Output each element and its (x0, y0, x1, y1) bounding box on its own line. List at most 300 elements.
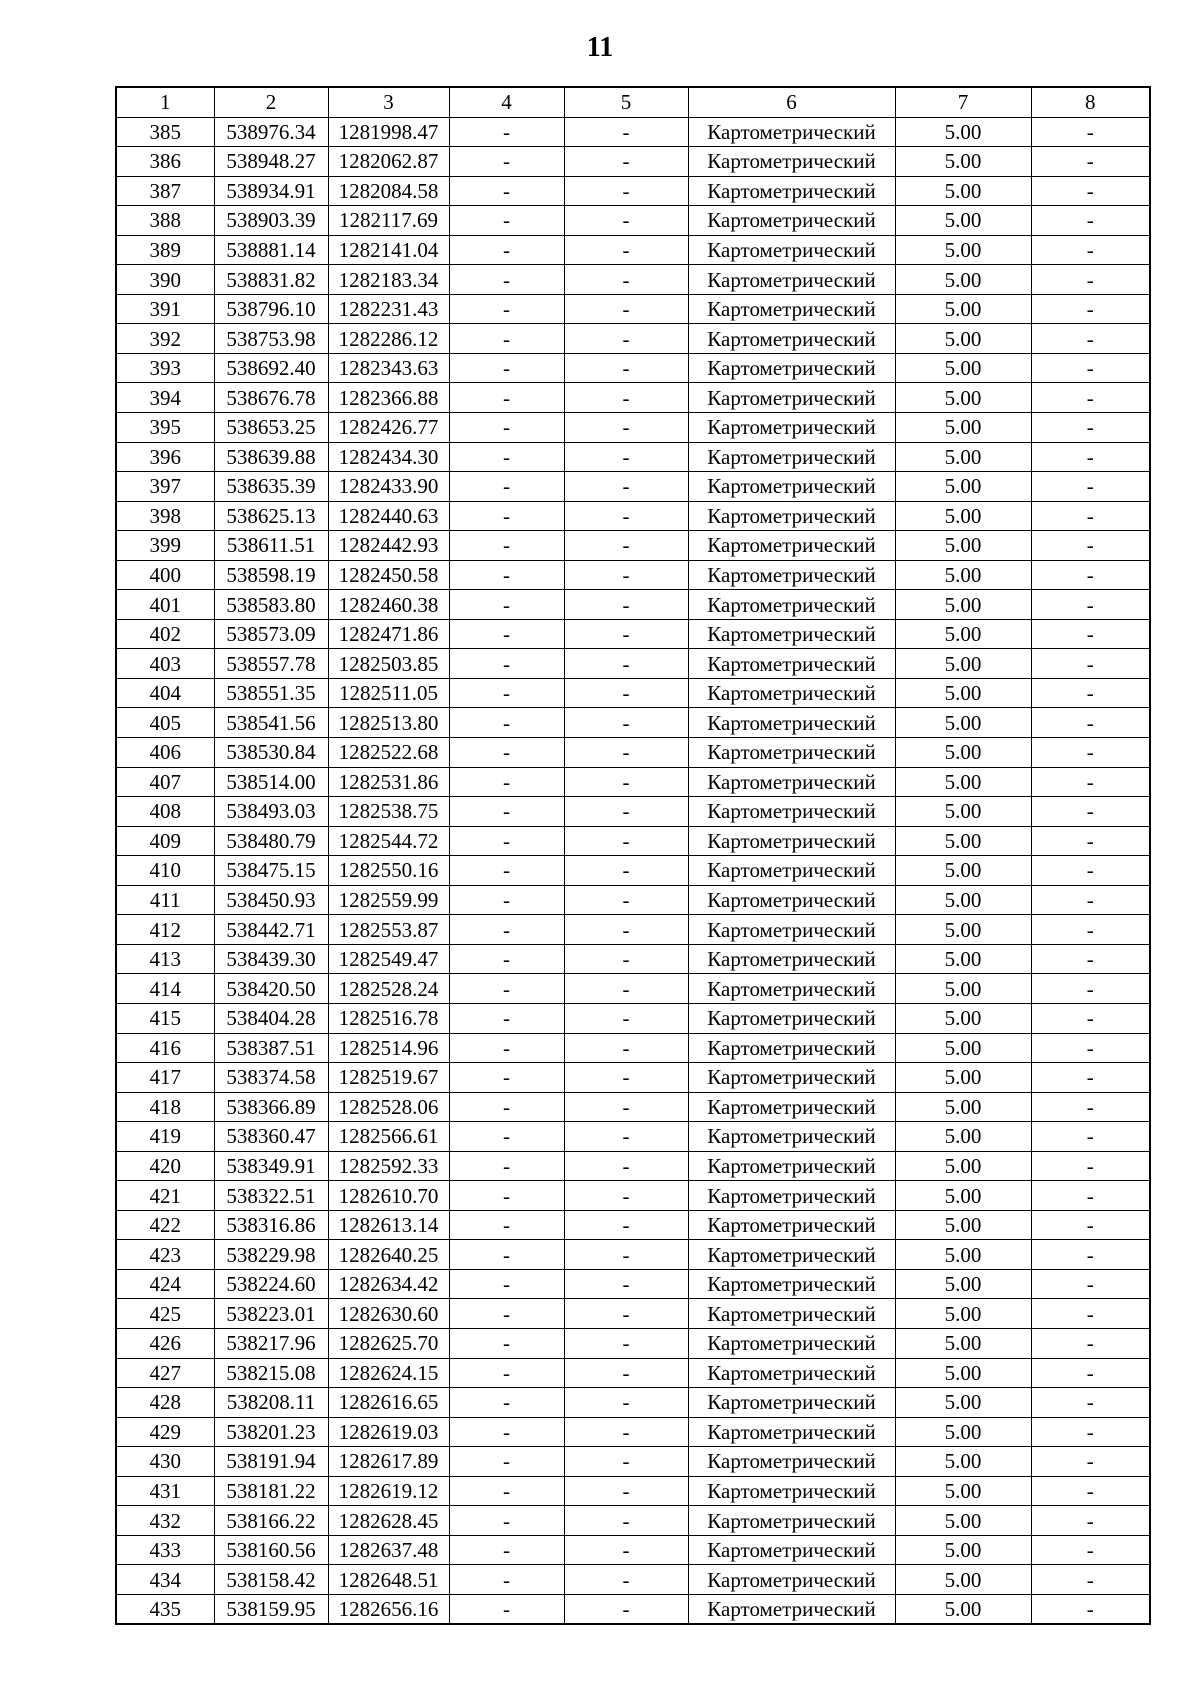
x-coordinate-cell: 538475.15 (214, 856, 328, 886)
x-coordinate-cell: 538583.80 (214, 590, 328, 620)
column-5-cell: - (564, 767, 688, 797)
y-coordinate-cell: 1282528.06 (328, 1092, 449, 1122)
column-4-cell: - (449, 1328, 564, 1358)
table-row (116, 1151, 1150, 1181)
column-4-cell: - (449, 206, 564, 236)
column-header: 1 (116, 87, 214, 117)
column-4-cell: - (449, 974, 564, 1004)
y-coordinate-cell: 1282442.93 (328, 531, 449, 561)
column-8-cell: - (1031, 294, 1150, 324)
y-coordinate-cell: 1282625.70 (328, 1328, 449, 1358)
y-coordinate-cell: 1282538.75 (328, 797, 449, 827)
y-coordinate-cell: 1282084.58 (328, 176, 449, 206)
x-coordinate-cell: 538934.91 (214, 176, 328, 206)
point-number-cell: 421 (116, 1181, 214, 1211)
table-row (116, 619, 1150, 649)
column-8-cell: - (1031, 1269, 1150, 1299)
column-5-cell: - (564, 117, 688, 147)
method-cell: Картометрический (688, 1417, 895, 1447)
accuracy-cell: 5.00 (895, 1299, 1031, 1329)
column-4-cell: - (449, 649, 564, 679)
column-8-cell: - (1031, 1151, 1150, 1181)
y-coordinate-cell: 1282531.86 (328, 767, 449, 797)
column-5-cell: - (564, 1417, 688, 1447)
column-8-cell: - (1031, 176, 1150, 206)
y-coordinate-cell: 1282366.88 (328, 383, 449, 413)
point-number-cell: 390 (116, 265, 214, 295)
method-cell: Картометрический (688, 826, 895, 856)
column-4-cell: - (449, 1565, 564, 1595)
y-coordinate-cell: 1282566.61 (328, 1122, 449, 1152)
column-8-cell: - (1031, 265, 1150, 295)
column-5-cell: - (564, 915, 688, 945)
method-cell: Картометрический (688, 1122, 895, 1152)
y-coordinate-cell: 1282544.72 (328, 826, 449, 856)
x-coordinate-cell: 538976.34 (214, 117, 328, 147)
column-5-cell: - (564, 206, 688, 236)
column-header: 6 (688, 87, 895, 117)
method-cell: Картометрический (688, 915, 895, 945)
x-coordinate-cell: 538439.30 (214, 944, 328, 974)
column-5-cell: - (564, 590, 688, 620)
x-coordinate-cell: 538387.51 (214, 1033, 328, 1063)
column-5-cell: - (564, 176, 688, 206)
accuracy-cell: 5.00 (895, 856, 1031, 886)
table-row (116, 1594, 1150, 1624)
column-5-cell: - (564, 1122, 688, 1152)
method-cell: Картометрический (688, 856, 895, 886)
point-number-cell: 427 (116, 1358, 214, 1388)
point-number-cell: 414 (116, 974, 214, 1004)
column-4-cell: - (449, 501, 564, 531)
column-8-cell: - (1031, 1240, 1150, 1270)
column-5-cell: - (564, 1594, 688, 1624)
accuracy-cell: 5.00 (895, 1388, 1031, 1418)
table-row (116, 1506, 1150, 1536)
column-8-cell: - (1031, 1299, 1150, 1329)
method-cell: Картометрический (688, 560, 895, 590)
accuracy-cell: 5.00 (895, 944, 1031, 974)
accuracy-cell: 5.00 (895, 974, 1031, 1004)
x-coordinate-cell: 538676.78 (214, 383, 328, 413)
table-row (116, 797, 1150, 827)
y-coordinate-cell: 1282528.24 (328, 974, 449, 1004)
column-4-cell: - (449, 915, 564, 945)
accuracy-cell: 5.00 (895, 767, 1031, 797)
point-number-cell: 405 (116, 708, 214, 738)
method-cell: Картометрический (688, 353, 895, 383)
table-row (116, 294, 1150, 324)
x-coordinate-cell: 538217.96 (214, 1328, 328, 1358)
y-coordinate-cell: 1282592.33 (328, 1151, 449, 1181)
x-coordinate-cell: 538551.35 (214, 678, 328, 708)
accuracy-cell: 5.00 (895, 590, 1031, 620)
column-5-cell: - (564, 1565, 688, 1595)
method-cell: Картометрический (688, 324, 895, 354)
accuracy-cell: 5.00 (895, 1092, 1031, 1122)
method-cell: Картометрический (688, 1388, 895, 1418)
x-coordinate-cell: 538360.47 (214, 1122, 328, 1152)
accuracy-cell: 5.00 (895, 1033, 1031, 1063)
y-coordinate-cell: 1282634.42 (328, 1269, 449, 1299)
column-8-cell: - (1031, 856, 1150, 886)
accuracy-cell: 5.00 (895, 265, 1031, 295)
point-number-cell: 417 (116, 1063, 214, 1093)
accuracy-cell: 5.00 (895, 1003, 1031, 1033)
method-cell: Картометрический (688, 738, 895, 768)
column-8-cell: - (1031, 1063, 1150, 1093)
column-8-cell: - (1031, 442, 1150, 472)
point-number-cell: 423 (116, 1240, 214, 1270)
table-row (116, 1122, 1150, 1152)
column-8-cell: - (1031, 1476, 1150, 1506)
method-cell: Картометрический (688, 708, 895, 738)
y-coordinate-cell: 1282141.04 (328, 235, 449, 265)
y-coordinate-cell: 1282624.15 (328, 1358, 449, 1388)
accuracy-cell: 5.00 (895, 1565, 1031, 1595)
column-8-cell: - (1031, 472, 1150, 502)
accuracy-cell: 5.00 (895, 1122, 1031, 1152)
method-cell: Картометрический (688, 974, 895, 1004)
table-row (116, 974, 1150, 1004)
x-coordinate-cell: 538831.82 (214, 265, 328, 295)
y-coordinate-cell: 1281998.47 (328, 117, 449, 147)
coordinates-table (115, 86, 1151, 1625)
column-5-cell: - (564, 974, 688, 1004)
column-4-cell: - (449, 738, 564, 768)
table-row (116, 1565, 1150, 1595)
point-number-cell: 406 (116, 738, 214, 768)
column-4-cell: - (449, 678, 564, 708)
column-4-cell: - (449, 1594, 564, 1624)
column-5-cell: - (564, 294, 688, 324)
y-coordinate-cell: 1282550.16 (328, 856, 449, 886)
y-coordinate-cell: 1282617.89 (328, 1447, 449, 1477)
header-row (116, 87, 1150, 117)
x-coordinate-cell: 538881.14 (214, 235, 328, 265)
table-row (116, 324, 1150, 354)
accuracy-cell: 5.00 (895, 1535, 1031, 1565)
accuracy-cell: 5.00 (895, 915, 1031, 945)
point-number-cell: 398 (116, 501, 214, 531)
point-number-cell: 422 (116, 1210, 214, 1240)
column-4-cell: - (449, 1299, 564, 1329)
y-coordinate-cell: 1282450.58 (328, 560, 449, 590)
column-8-cell: - (1031, 1594, 1150, 1624)
table-row (116, 1240, 1150, 1270)
column-5-cell: - (564, 560, 688, 590)
column-5-cell: - (564, 1181, 688, 1211)
column-5-cell: - (564, 826, 688, 856)
column-5-cell: - (564, 885, 688, 915)
column-4-cell: - (449, 235, 564, 265)
accuracy-cell: 5.00 (895, 472, 1031, 502)
method-cell: Картометрический (688, 1565, 895, 1595)
point-number-cell: 416 (116, 1033, 214, 1063)
column-5-cell: - (564, 1269, 688, 1299)
method-cell: Картометрический (688, 1181, 895, 1211)
column-4-cell: - (449, 1033, 564, 1063)
y-coordinate-cell: 1282117.69 (328, 206, 449, 236)
method-cell: Картометрический (688, 294, 895, 324)
table-row (116, 708, 1150, 738)
column-5-cell: - (564, 442, 688, 472)
accuracy-cell: 5.00 (895, 1358, 1031, 1388)
accuracy-cell: 5.00 (895, 176, 1031, 206)
table-row (116, 1417, 1150, 1447)
x-coordinate-cell: 538948.27 (214, 147, 328, 177)
method-cell: Картометрический (688, 1092, 895, 1122)
method-cell: Картометрический (688, 1535, 895, 1565)
method-cell: Картометрический (688, 649, 895, 679)
column-4-cell: - (449, 1181, 564, 1211)
x-coordinate-cell: 538158.42 (214, 1565, 328, 1595)
point-number-cell: 388 (116, 206, 214, 236)
column-8-cell: - (1031, 1535, 1150, 1565)
column-5-cell: - (564, 1092, 688, 1122)
x-coordinate-cell: 538208.11 (214, 1388, 328, 1418)
table-row (116, 1269, 1150, 1299)
column-4-cell: - (449, 117, 564, 147)
table-row (116, 1033, 1150, 1063)
point-number-cell: 435 (116, 1594, 214, 1624)
table-row (116, 383, 1150, 413)
accuracy-cell: 5.00 (895, 442, 1031, 472)
x-coordinate-cell: 538316.86 (214, 1210, 328, 1240)
column-header: 7 (895, 87, 1031, 117)
point-number-cell: 393 (116, 353, 214, 383)
column-4-cell: - (449, 1063, 564, 1093)
column-8-cell: - (1031, 649, 1150, 679)
point-number-cell: 392 (116, 324, 214, 354)
column-4-cell: - (449, 472, 564, 502)
x-coordinate-cell: 538541.56 (214, 708, 328, 738)
x-coordinate-cell: 538374.58 (214, 1063, 328, 1093)
y-coordinate-cell: 1282516.78 (328, 1003, 449, 1033)
point-number-cell: 410 (116, 856, 214, 886)
column-8-cell: - (1031, 1417, 1150, 1447)
method-cell: Картометрический (688, 472, 895, 502)
column-4-cell: - (449, 885, 564, 915)
point-number-cell: 403 (116, 649, 214, 679)
column-4-cell: - (449, 944, 564, 974)
point-number-cell: 419 (116, 1122, 214, 1152)
method-cell: Картометрический (688, 797, 895, 827)
column-5-cell: - (564, 353, 688, 383)
column-8-cell: - (1031, 1565, 1150, 1595)
table-row (116, 117, 1150, 147)
accuracy-cell: 5.00 (895, 117, 1031, 147)
x-coordinate-cell: 538796.10 (214, 294, 328, 324)
column-5-cell: - (564, 265, 688, 295)
y-coordinate-cell: 1282616.65 (328, 1388, 449, 1418)
point-number-cell: 399 (116, 531, 214, 561)
point-number-cell: 385 (116, 117, 214, 147)
column-5-cell: - (564, 649, 688, 679)
accuracy-cell: 5.00 (895, 383, 1031, 413)
accuracy-cell: 5.00 (895, 1476, 1031, 1506)
table-row (116, 413, 1150, 443)
y-coordinate-cell: 1282656.16 (328, 1594, 449, 1624)
table-row (116, 885, 1150, 915)
point-number-cell: 431 (116, 1476, 214, 1506)
column-8-cell: - (1031, 413, 1150, 443)
column-5-cell: - (564, 501, 688, 531)
column-4-cell: - (449, 294, 564, 324)
column-8-cell: - (1031, 324, 1150, 354)
column-4-cell: - (449, 1151, 564, 1181)
table-row (116, 1447, 1150, 1477)
column-4-cell: - (449, 619, 564, 649)
column-5-cell: - (564, 1447, 688, 1477)
column-5-cell: - (564, 1358, 688, 1388)
accuracy-cell: 5.00 (895, 738, 1031, 768)
table-row (116, 1092, 1150, 1122)
y-coordinate-cell: 1282519.67 (328, 1063, 449, 1093)
table-row (116, 590, 1150, 620)
table-row (116, 560, 1150, 590)
x-coordinate-cell: 538166.22 (214, 1506, 328, 1536)
column-5-cell: - (564, 619, 688, 649)
method-cell: Картометрический (688, 1447, 895, 1477)
point-number-cell: 430 (116, 1447, 214, 1477)
point-number-cell: 434 (116, 1565, 214, 1595)
column-5-cell: - (564, 1476, 688, 1506)
column-header: 8 (1031, 87, 1150, 117)
table-row (116, 678, 1150, 708)
method-cell: Картометрический (688, 1594, 895, 1624)
column-8-cell: - (1031, 619, 1150, 649)
column-5-cell: - (564, 1033, 688, 1063)
y-coordinate-cell: 1282183.34 (328, 265, 449, 295)
table-row (116, 1328, 1150, 1358)
x-coordinate-cell: 538625.13 (214, 501, 328, 531)
column-8-cell: - (1031, 501, 1150, 531)
accuracy-cell: 5.00 (895, 501, 1031, 531)
table-row (116, 206, 1150, 236)
column-5-cell: - (564, 1210, 688, 1240)
table-row (116, 442, 1150, 472)
y-coordinate-cell: 1282434.30 (328, 442, 449, 472)
method-cell: Картометрический (688, 147, 895, 177)
table-row (116, 767, 1150, 797)
column-8-cell: - (1031, 1506, 1150, 1536)
column-8-cell: - (1031, 1210, 1150, 1240)
method-cell: Картометрический (688, 885, 895, 915)
column-4-cell: - (449, 1240, 564, 1270)
column-8-cell: - (1031, 738, 1150, 768)
column-4-cell: - (449, 265, 564, 295)
method-cell: Картометрический (688, 501, 895, 531)
method-cell: Картометрический (688, 1033, 895, 1063)
x-coordinate-cell: 538635.39 (214, 472, 328, 502)
y-coordinate-cell: 1282513.80 (328, 708, 449, 738)
column-5-cell: - (564, 235, 688, 265)
accuracy-cell: 5.00 (895, 1506, 1031, 1536)
point-number-cell: 401 (116, 590, 214, 620)
table-row (116, 1003, 1150, 1033)
x-coordinate-cell: 538349.91 (214, 1151, 328, 1181)
x-coordinate-cell: 538229.98 (214, 1240, 328, 1270)
y-coordinate-cell: 1282426.77 (328, 413, 449, 443)
point-number-cell: 397 (116, 472, 214, 502)
table-row (116, 1535, 1150, 1565)
x-coordinate-cell: 538692.40 (214, 353, 328, 383)
table-row (116, 1388, 1150, 1418)
point-number-cell: 400 (116, 560, 214, 590)
column-5-cell: - (564, 1328, 688, 1358)
column-5-cell: - (564, 1506, 688, 1536)
column-4-cell: - (449, 1417, 564, 1447)
method-cell: Картометрический (688, 176, 895, 206)
column-4-cell: - (449, 1269, 564, 1299)
y-coordinate-cell: 1282637.48 (328, 1535, 449, 1565)
point-number-cell: 429 (116, 1417, 214, 1447)
column-header: 2 (214, 87, 328, 117)
column-8-cell: - (1031, 1003, 1150, 1033)
y-coordinate-cell: 1282062.87 (328, 147, 449, 177)
point-number-cell: 413 (116, 944, 214, 974)
column-5-cell: - (564, 1151, 688, 1181)
column-header: 4 (449, 87, 564, 117)
point-number-cell: 396 (116, 442, 214, 472)
table-row (116, 353, 1150, 383)
column-4-cell: - (449, 1358, 564, 1388)
column-8-cell: - (1031, 117, 1150, 147)
table-row (116, 1358, 1150, 1388)
method-cell: Картометрический (688, 944, 895, 974)
column-5-cell: - (564, 324, 688, 354)
x-coordinate-cell: 538557.78 (214, 649, 328, 679)
accuracy-cell: 5.00 (895, 206, 1031, 236)
table-row (116, 738, 1150, 768)
point-number-cell: 428 (116, 1388, 214, 1418)
accuracy-cell: 5.00 (895, 708, 1031, 738)
y-coordinate-cell: 1282640.25 (328, 1240, 449, 1270)
accuracy-cell: 5.00 (895, 1210, 1031, 1240)
column-8-cell: - (1031, 235, 1150, 265)
column-5-cell: - (564, 708, 688, 738)
column-4-cell: - (449, 1092, 564, 1122)
method-cell: Картометрический (688, 235, 895, 265)
table-body (116, 117, 1150, 1624)
column-8-cell: - (1031, 1447, 1150, 1477)
accuracy-cell: 5.00 (895, 560, 1031, 590)
point-number-cell: 389 (116, 235, 214, 265)
column-4-cell: - (449, 324, 564, 354)
point-number-cell: 404 (116, 678, 214, 708)
point-number-cell: 402 (116, 619, 214, 649)
table-row (116, 235, 1150, 265)
y-coordinate-cell: 1282610.70 (328, 1181, 449, 1211)
x-coordinate-cell: 538224.60 (214, 1269, 328, 1299)
point-number-cell: 426 (116, 1328, 214, 1358)
column-8-cell: - (1031, 974, 1150, 1004)
method-cell: Картометрический (688, 1328, 895, 1358)
method-cell: Картометрический (688, 1063, 895, 1093)
column-4-cell: - (449, 176, 564, 206)
method-cell: Картометрический (688, 1240, 895, 1270)
method-cell: Картометрический (688, 767, 895, 797)
y-coordinate-cell: 1282460.38 (328, 590, 449, 620)
x-coordinate-cell: 538514.00 (214, 767, 328, 797)
y-coordinate-cell: 1282343.63 (328, 353, 449, 383)
method-cell: Картометрический (688, 442, 895, 472)
x-coordinate-cell: 538573.09 (214, 619, 328, 649)
point-number-cell: 411 (116, 885, 214, 915)
table-row (116, 147, 1150, 177)
table-row (116, 915, 1150, 945)
